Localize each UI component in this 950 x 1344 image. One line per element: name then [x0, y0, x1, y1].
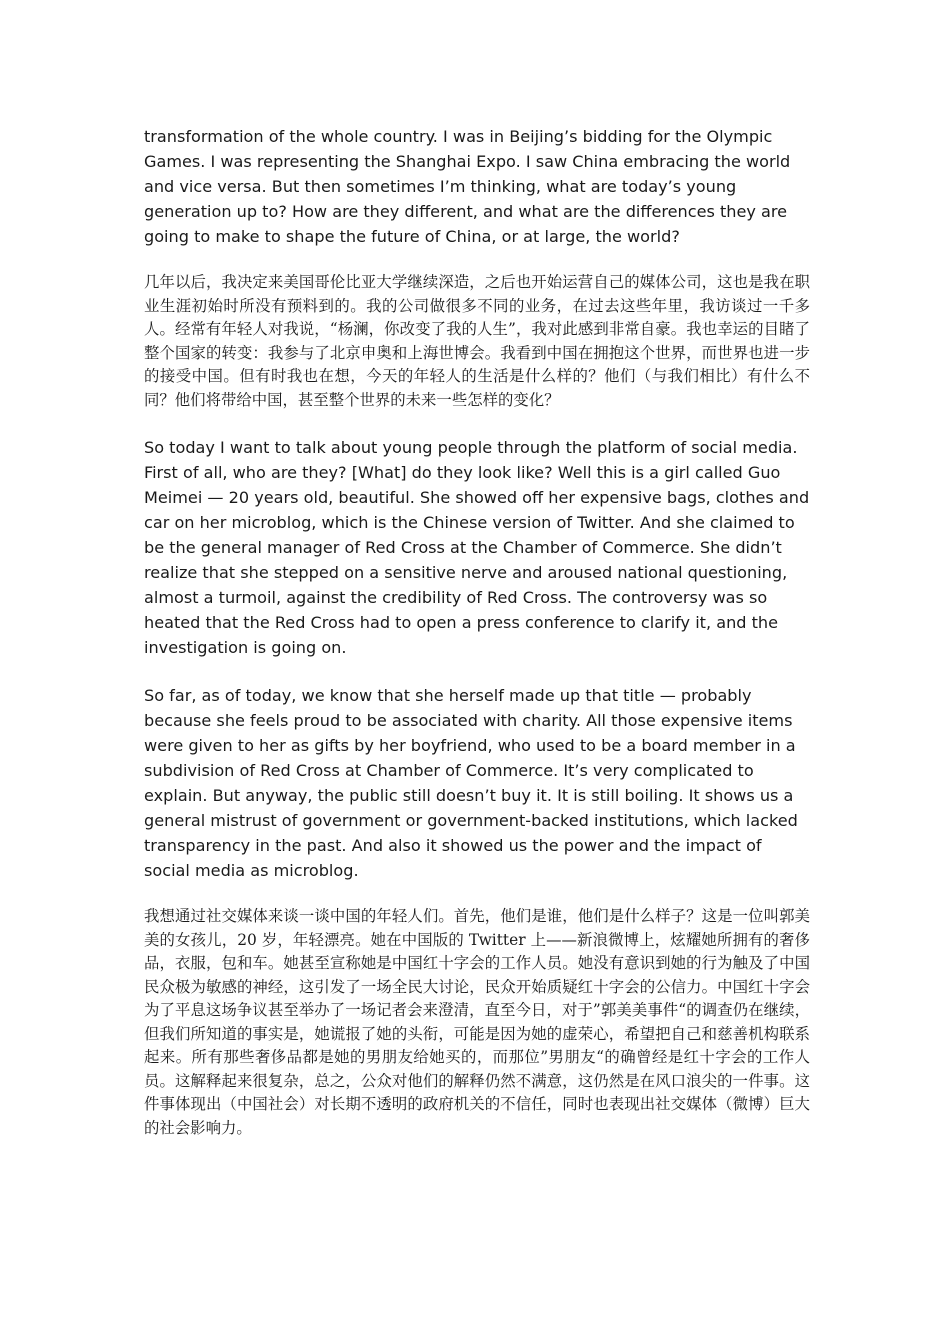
- document-page: [144, 124, 810, 1163]
- chinese-paragraph: 几年以后，我决定来美国哥伦比亚大学继续深造，之后也开始运营自己的媒体公司，这也是我在职业生涯初始时所没有预料到的。我的公司做很多不同的业务，在过去这些年里，我访谈过一千多人。经常有年轻人对我说，“杨澜，你改变了我的人生”，我对此感到非常自豪。我也幸运的目睹了整个国家的转变：我参与了北京申奥和上海世博会。我看到中国在拥抱这个世界，而世界也进一步的接受中国。但有时我也在想，今天的年轻人的生活是什么样的？他们（与我们相比）有什么不同？他们将带给中国，甚至整个世界的未来一些怎样的变化？: [144, 273, 810, 409]
- english-paragraph: So today I want to talk about young people through the platform of social media. First of all, who are they? [What] do they look like? Well this is a girl called Guo Meimei — 20 years old, beautiful. She showed off her expensive bags, clothes and car on her microblog, which is the Chinese version of Twitter. And she claimed to be the general manager of Red Cross at the Chamber of Commerce. She didn’t realize that she stepped on a sensitive nerve and aroused national questioning, almost a turmoil, against the credibility of Red Cross. The controversy was so heated that the Red Cross had to open a press conference to clarify it, and the investigation is going on.: [144, 438, 810, 657]
- english-paragraph: So far, as of today, we know that she herself made up that title — probably because she feels proud to be associated with charity. All those expensive items were given to her as gifts by her boyfriend, who used to be a board member in a subdivision of Red Cross at Chamber of Commerce. It’s very complicated to explain. But anyway, the public still doesn’t buy it. It is still boiling. It shows us a general mistrust of government or government-backed institutions, which lacked transparency in the past. And also it showed us the power and the impact of social media as microblog.: [144, 686, 798, 880]
- chinese-paragraph: 我想通过社交媒体来谈一谈中国的年轻人们。首先，他们是谁，他们是什么样子？这是一位叫郭美美的女孩儿，20 岁，年轻漂亮。她在中国版的 Twitter 上——新浪微博上，炫耀她所拥有的奢侈品，衣服，包和车。她甚至宣称她是中国红十字会的工作人员。她没有意识到她的行为触及了中国民众极为敏感的神经，这引发了一场全民大讨论，民众开始质疑红十字会的公信力。中国红十字会为了平息这场争议甚至举办了一场记者会来澄清，直至今日，对于”郭美美事件“的调查仍在继续，但我们所知道的事实是，她谎报了她的头衔，可能是因为她的虚荣心，希望把自己和慈善机构联系起来。所有那些奢侈品都是她的男朋友给她买的，而那位”男朋友“的确曾经是红十字会的工作人员。这解释起来很复杂，总之，公众对他们的解释仍然不满意，这仍然是在风口浪尖的一件事。这件事体现出（中国社会）对长期不透明的政府机关的不信任，同时也表现出社交媒体（微博）巨大的社会影响力。: [144, 907, 810, 1137]
- english-paragraph: transformation of the whole country. I was in Beijing’s bidding for the Olympic Games. I was representing the Shanghai Expo. I saw China embracing the world and vice versa. But then sometimes I’m thinking, what are today’s young generation up to? How are they different, and what are the differences they are going to make to shape the future of China, or at large, the world?: [144, 127, 791, 246]
